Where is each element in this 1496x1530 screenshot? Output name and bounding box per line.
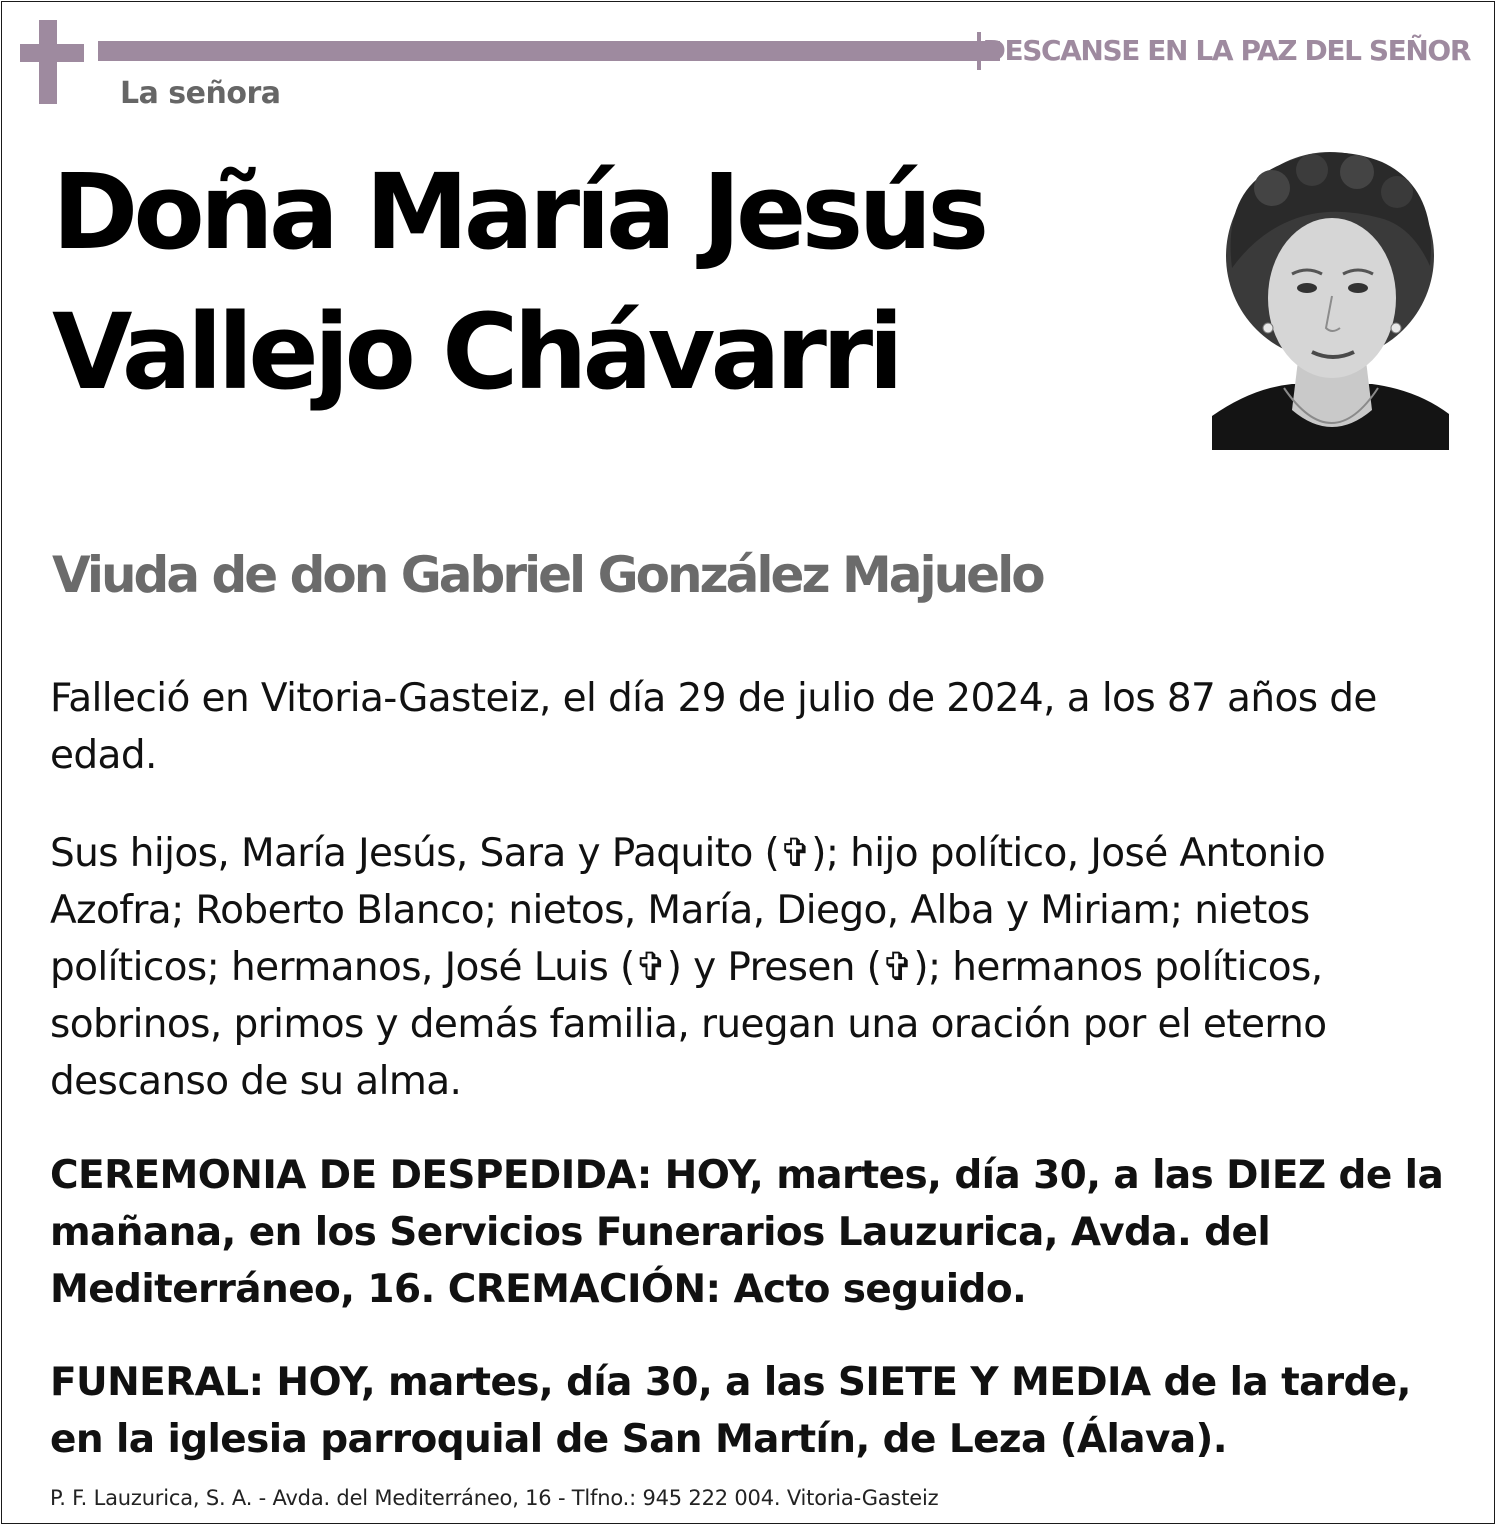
ceremony-details: CEREMONIA DE DESPEDIDA: HOY, martes, día 30, a las DIEZ de la mañana, en los Servicios Funerarios Lauzurica, Avda. del Mediterráneo, 16. CREMACIÓN: Acto seguido.: [50, 1153, 1444, 1312]
portrait-photo: [1212, 148, 1449, 450]
honorific: La señora: [120, 76, 281, 111]
funeral-home-footer: P. F. Lauzurica, S. A. - Avda. del Mediterráneo, 16 - Tlfno.: 945 222 004. Vitoria-Gasteiz: [50, 1486, 939, 1510]
name-line-1: Doña María Jesús: [52, 151, 985, 273]
header-bar: [98, 41, 1000, 61]
tagline: DESCANSE EN LA PAZ DEL SEÑOR: [977, 32, 1470, 70]
funeral-details: FUNERAL: HOY, martes, día 30, a las SIETE Y MEDIA de la tarde, en la iglesia parroquial de San Martín, de Leza (Álava).: [50, 1360, 1411, 1462]
deceased-cross-icon: ✞: [881, 945, 914, 990]
latin-cross-icon: [20, 20, 84, 104]
widow-of: Viuda de don Gabriel González Majuelo: [52, 546, 1043, 604]
family-text: Sus hijos, María Jesús, Sara y Paquito (: [50, 831, 780, 876]
deceased-cross-icon: ✞: [779, 831, 812, 876]
deceased-cross-icon: ✞: [634, 945, 667, 990]
deceased-name: [52, 142, 984, 422]
obituary-notice: [1, 1, 1495, 1524]
family-text: ) y Presen (: [666, 945, 882, 990]
name-line-2: Vallejo Chávarri: [52, 291, 899, 413]
family-text: ); hermanos políticos, sobrinos, primos y demás familia, ruegan una oración por el eterno descanso de su alma.: [50, 945, 1327, 1104]
family-text: ); hijo político, José Antonio Azofra; Roberto Blanco; nietos, María, Diego, Alba y Miriam; nietos políticos; hermanos, José Luis (: [50, 831, 1326, 990]
death-announcement: Falleció en Vitoria-Gasteiz, el día 29 de julio de 2024, a los 87 años de edad.: [50, 676, 1377, 778]
family-paragraph: [50, 825, 1450, 1110]
